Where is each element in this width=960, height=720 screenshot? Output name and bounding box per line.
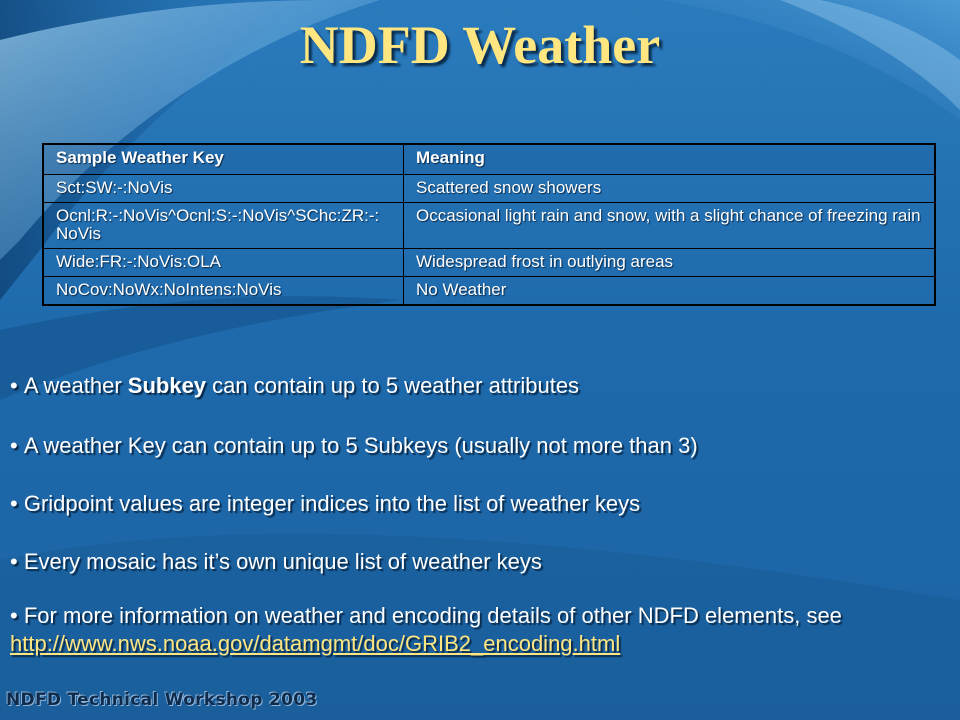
- bullet-text: A weather Key can contain up to 5 Subkeys (usually not more than 3): [23, 433, 698, 458]
- weather-key-cell: Ocnl:R:-:NoVis^Ocnl:S:-:NoVis^SChc:ZR:-:NoVis: [43, 202, 404, 248]
- bullet-text: For more information on weather and encoding details of other NDFD elements, see: [23, 603, 842, 628]
- slide-title: NDFD Weather: [299, 15, 661, 75]
- grib2-encoding-link[interactable]: http://www.nws.noaa.gov/datamgmt/doc/GRIB2_encoding.html: [10, 631, 621, 656]
- bullet-text: can contain up to 5 weather attributes: [206, 373, 580, 398]
- weather-key-cell: Wide:FR:-:NoVis:OLA: [43, 248, 404, 276]
- bullet-mosaic-list: • Every mosaic has it’s own unique list of weather keys: [10, 549, 542, 574]
- meaning-cell: No Weather: [404, 276, 936, 305]
- bullet-key-subkeys: • A weather Key can contain up to 5 Subkeys (usually not more than 3): [10, 433, 698, 458]
- bullet-emphasis: Subkey: [127, 373, 207, 398]
- bullet-gridpoint-values: • Gridpoint values are integer indices into the list of weather keys: [10, 491, 641, 516]
- table-row: [43, 276, 935, 305]
- footer-workshop-label: NDFD Technical Workshop 2003: [6, 690, 318, 710]
- table-row: [43, 248, 935, 276]
- bullet-subkey-attributes: • A weather Subkey can contain up to 5 weather attributes: [10, 373, 580, 398]
- table-header-row: [43, 144, 935, 174]
- bullet-text: A weather: [23, 373, 128, 398]
- meaning-cell: Occasional light rain and snow, with a slight chance of freezing rain: [404, 202, 936, 248]
- meaning-cell: Scattered snow showers: [404, 174, 936, 202]
- weather-key-cell: Sct:SW:-:NoVis: [43, 174, 404, 202]
- bullet-more-info: • For more information on weather and encoding details of other NDFD elements, see http://www.nws.noaa.gov/datamgmt/doc/GRIB2_encoding.html: [10, 603, 842, 656]
- table-row: [43, 202, 935, 248]
- bullet-text: Every mosaic has it’s own unique list of weather keys: [23, 549, 542, 574]
- meaning-cell: Widespread frost in outlying areas: [404, 248, 936, 276]
- weather-key-cell: NoCov:NoWx:NoIntens:NoVis: [43, 276, 404, 305]
- header-meaning: Meaning: [404, 144, 936, 174]
- weather-key-table: [42, 143, 936, 306]
- table-row: [43, 174, 935, 202]
- bullet-text: Gridpoint values are integer indices into the list of weather keys: [23, 491, 641, 516]
- header-sample-weather-key: Sample Weather Key: [43, 144, 404, 174]
